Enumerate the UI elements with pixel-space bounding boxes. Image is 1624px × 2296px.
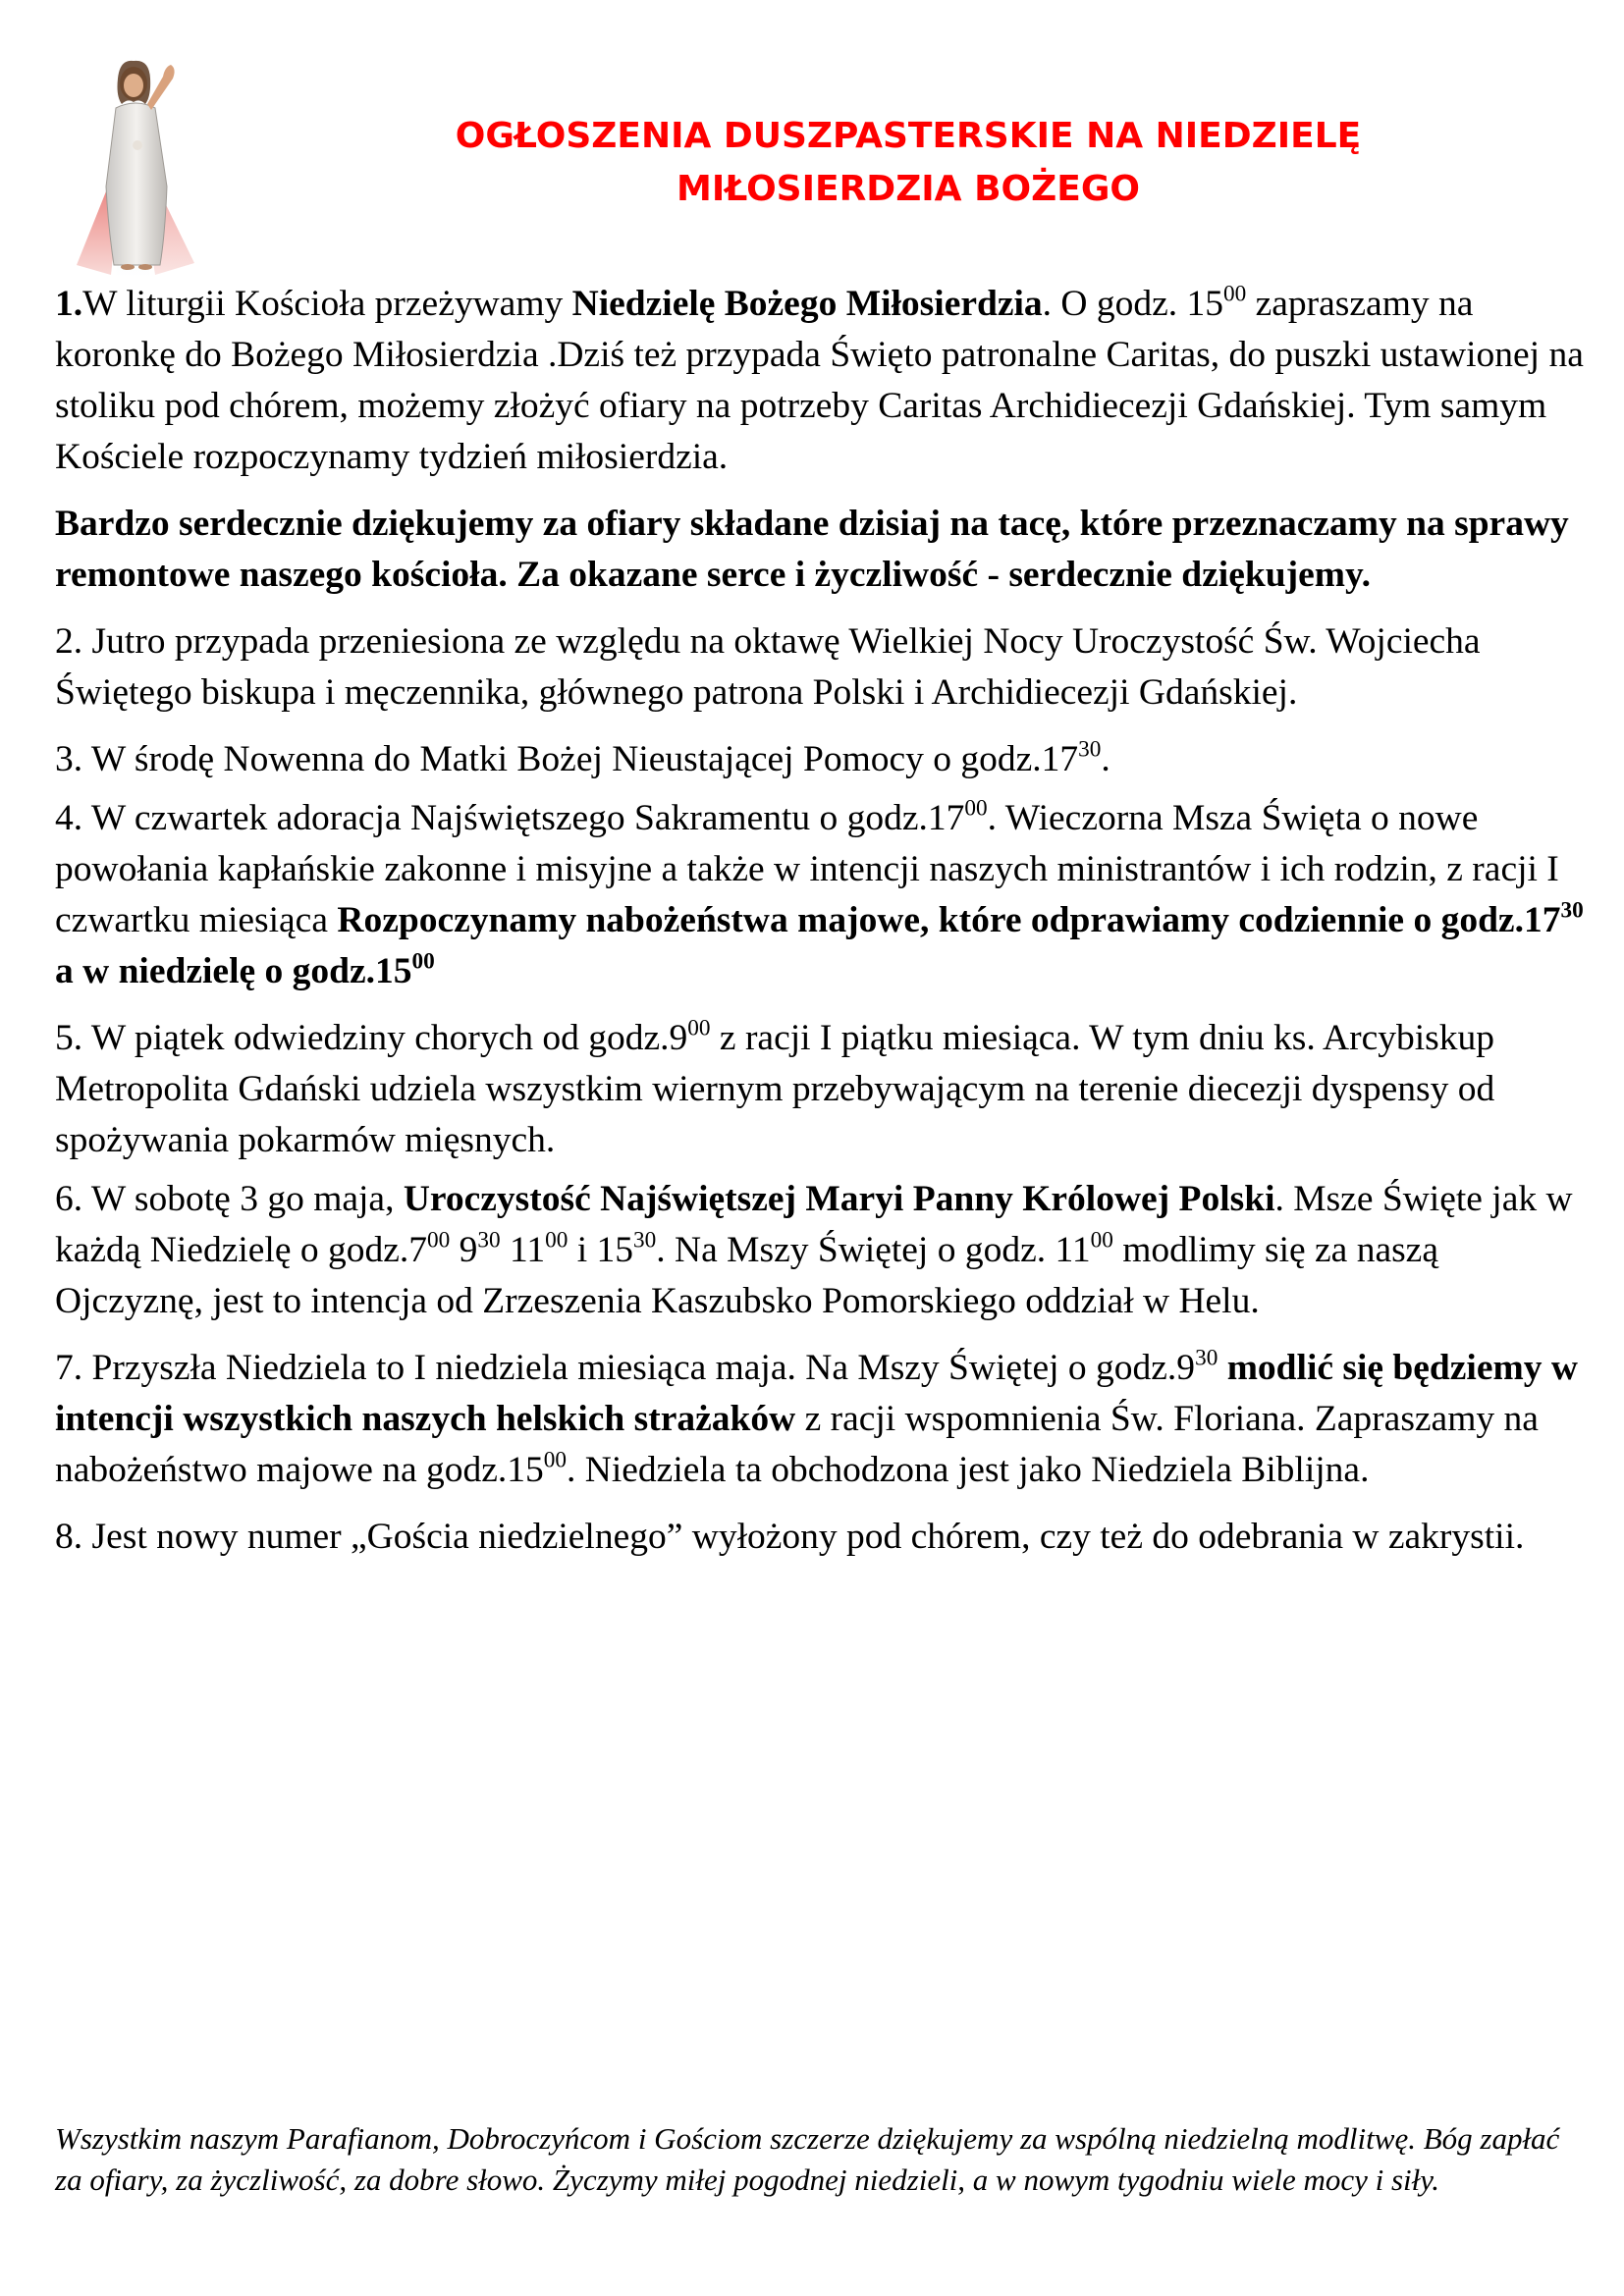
thanks-note: Bardzo serdecznie dziękujemy za ofiary składane dzisiaj na tacę, które przeznaczamy na sprawy remontowe naszego kościoła. Za okazane serce i życzliwość - serdecznie dziękujemy.: [55, 504, 1569, 595]
announcement-8: 8. Jest nowy numer „Gościa niedzielnego” wyłożony pod chórem, czy też do odebrania w zakrystii.: [55, 1517, 1525, 1557]
announcement-7: 7. Przyszła Niedziela to I niedziela miesiąca maja. Na Mszy Świętej o $godz.9^{30}$ modlić się będziemy w intencji wszystkich naszych helskich strażaków z racji wspomnienia Św. Floriana. Zapraszamy na nabożeństwo majowe na $godz.15^{00}$. Niedziela ta obchodzona jest jako Niedziela Biblijna.: [55, 1345, 1578, 1490]
announcement-4: 4. W czwartek adoracja Najświętszego Sakramentu o $godz.17^{00}$. Wieczorna Msza Święta o nowe powołania kapłańskie zakonne i misyjne a także w intencji naszych ministrantów i ich rodzin, z racji I czwartku miesiąca Rozpoczynamy nabożeństwa majowe, które odprawiamy codziennie o $godz.17^{30}$ a w niedzielę o $godz.15^{00}$: [55, 795, 1584, 991]
announcements-body: [55, 279, 1587, 1578]
announcement-3: 3. W środę Nowenna do Matki Bożej Nieustającej Pomocy o $godz.17^{30}$.: [55, 736, 1110, 779]
closing-note: Wszystkim naszym Parafianom, Dobroczyńcom i Gościom szczerze dziękujemy za wspólną niedzielną modlitwę. Bóg zapłać za ofiary, za życzliwość, za dobre słowo. Życzymy miłej pogodnej niedzieli, a w nowym tygodniu wiele mocy i siły.: [55, 2121, 1560, 2197]
title-line-2: MIŁOSIERDZIA BOŻEGO: [677, 169, 1140, 209]
announcement-5: 5. W piątek odwiedziny chorych od $godz.9^{00}$ z racji I piątku miesiąca. W tym dniu ks. Arcybiskup Metropolita Gdański udziela wszystkim wiernym przebywającym na terenie diecezji dyspensy od spożywania pokarmów mięsnych.: [55, 1015, 1495, 1160]
page-title: [245, 110, 1571, 216]
title-line-1: OGŁOSZENIA DUSZPASTERSKIE NA NIEDZIELĘ: [455, 116, 1362, 156]
announcement-1: 1.W liturgii Kościoła przeżywamy Niedzielę Bożego Miłosierdzia. O godz. $15^{00}$ zapraszamy na koronkę do Bożego Miłosierdzia .Dziś też przypada Święto patronalne Caritas, do puszki ustawionej na stoliku pod chórem, możemy złożyć ofiary na potrzeby Caritas Archidiecezji Gdańskiej. Tym samym Kościele rozpoczynamy tydzień miłosierdzia.: [55, 281, 1584, 477]
divine-mercy-image: [57, 39, 214, 290]
announcement-6: 6. W sobotę 3 go maja, Uroczystość Najświętszej Maryi Panny Królowej Polski. Msze Święte jak w każdą Niedzielę o $godz.7^{00}$ $9^{30}$ $11^{00}$ i $15^{30}$. Na Mszy Świętej o godz. $11^{00}$ modlimy się za naszą Ojczyznę, jest to intencja od Zrzeszenia Kaszubsko Pomorskiego oddział w Helu.: [55, 1179, 1573, 1321]
announcement-2: 2. Jutro przypada przeniesiona ze względu na oktawę Wielkiej Nocy Uroczystość Św. Wojciecha Świętego biskupa i męczennika, głównego patrona Polski i Archidiecezji Gdańskiej.: [55, 621, 1481, 713]
announcement-number: 1.: [55, 284, 83, 324]
